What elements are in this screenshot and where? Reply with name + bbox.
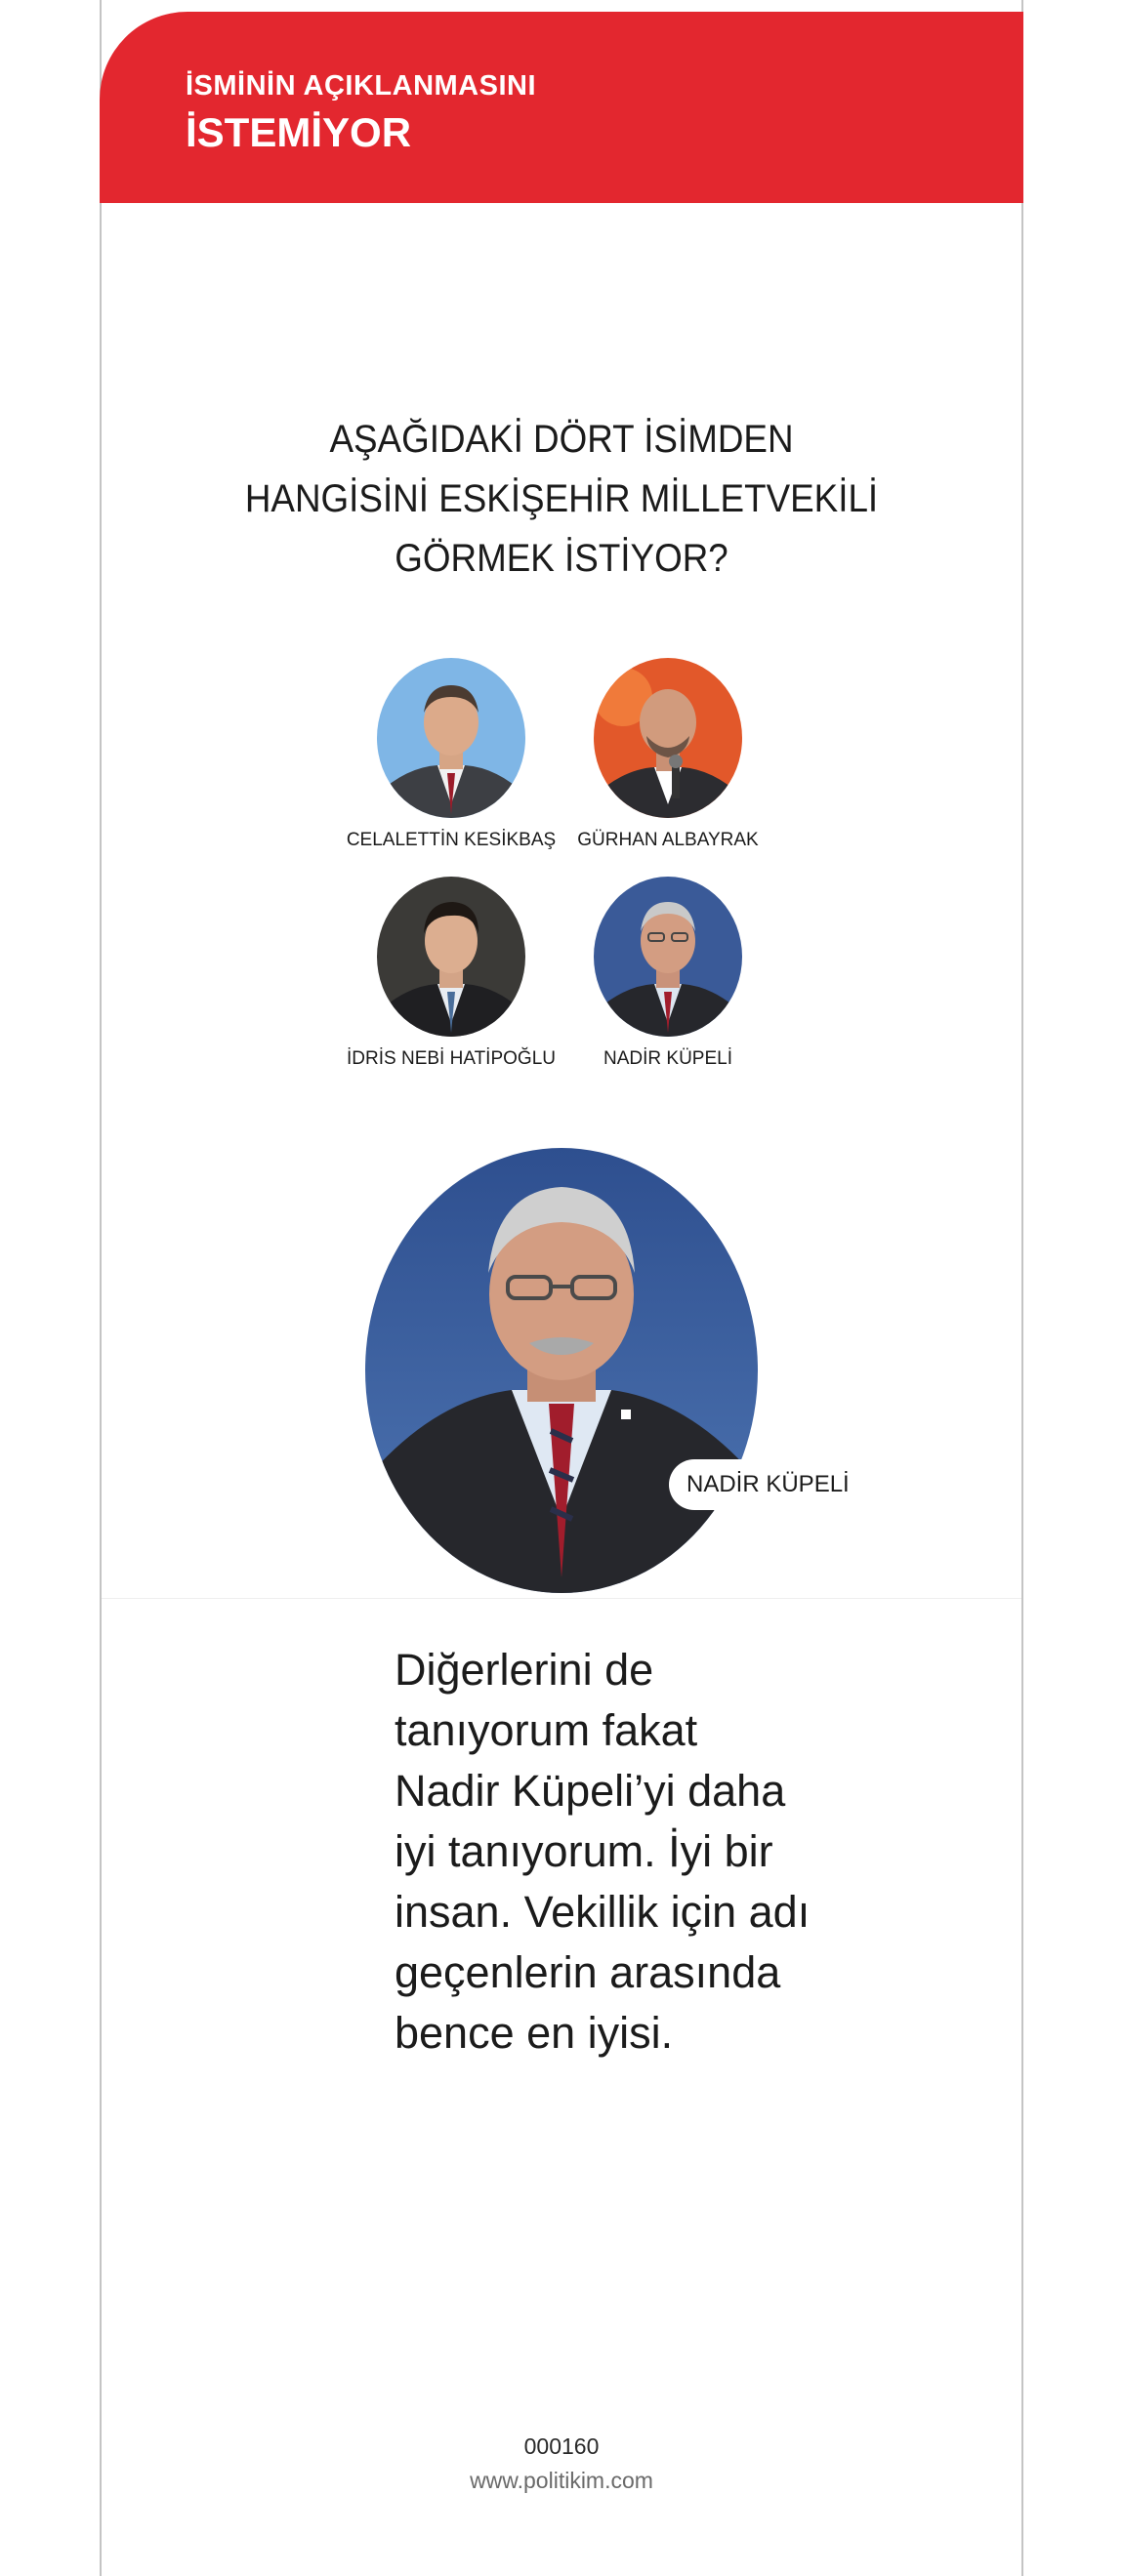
- candidate-option: [531, 877, 805, 1070]
- selected-candidate-photo: [365, 1148, 758, 1593]
- selected-candidate-name: NADİR KÜPELİ: [669, 1459, 867, 1510]
- candidate-name: İDRİS NEBİ HATİPOĞLU: [347, 1048, 556, 1069]
- candidate-name: GÜRHAN ALBAYRAK: [577, 830, 759, 850]
- header-title: İSTEMİYOR: [186, 109, 412, 155]
- quote-text: Diğerlerini de tanıyorum fakat Nadir Küpeli’yi daha iyi tanıyorum. İyi bir insan. Vekillik için adı geçenlerin arasında bence en iyisi.: [395, 1645, 811, 2058]
- candidate-photo: [377, 658, 525, 818]
- question-line-2: HANGİSİNİ ESKİŞEHİR MİLLETVEKİLİ: [244, 477, 879, 520]
- response-code: 000160: [523, 2433, 600, 2459]
- divider: [102, 1598, 1021, 1599]
- site-url: www.politikim.com: [470, 2468, 653, 2493]
- header-banner: [100, 12, 1023, 203]
- question-line-3: GÖRMEK İSTİYOR?: [395, 537, 728, 580]
- candidate-name: NADİR KÜPELİ: [603, 1048, 732, 1069]
- question-line-1: AŞAĞIDAKİ DÖRT İSİMDEN: [329, 418, 794, 461]
- question-text: [225, 410, 898, 589]
- candidate-name: CELALETTİN KESİKBAŞ: [346, 830, 557, 850]
- candidate-option: [531, 658, 805, 851]
- header-label: İSMİNİN AÇIKLANMASINI: [186, 70, 537, 102]
- candidate-photo: [594, 877, 742, 1037]
- candidate-photo: [377, 877, 525, 1037]
- candidate-photo: [594, 658, 742, 818]
